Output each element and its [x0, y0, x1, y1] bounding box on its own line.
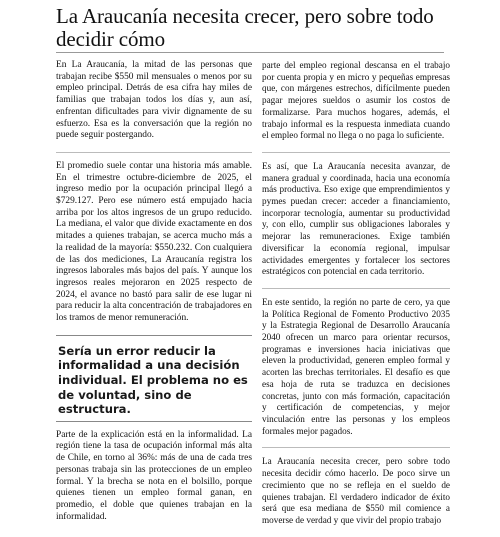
pullquote-top-rule	[56, 335, 252, 336]
paragraph-divider	[262, 288, 450, 289]
pullquote-bottom-rule	[56, 421, 252, 422]
article-headline: La Araucanía necesita crecer, pero sobre todo decidir cómo	[56, 4, 434, 51]
paragraph-divider	[56, 152, 252, 153]
paragraph-productive-economy: Es así, que La Araucanía necesita avanzar, de manera gradual y coordinada, hacia una economía más productiva. Eso exige que emprendimientos y pymes puedan crecer: acceder a financiamiento, incorporar tecnología, aumentar su productividad y, con ello, cumplir sus obligaciones laborales y mejorar las remuneraciones. Exige también diversificar la economía regional, impulsar actividades emergentes y fortalecer los sectores estratégicos con potencial en cada territorio.	[262, 160, 450, 277]
right-column	[262, 60, 450, 537]
paragraph-self-employment: parte del empleo regional descansa en el trabajo por cuenta propia y en micro y pequeñas empresas que, con márgenes estrechos, difícilmente pueden pagar mejores sueldos o asumir los costos de formalizarse. Para muchos hogares, además, el trabajo informal es la respuesta inmediata cuando el empleo formal no llega o no paga lo suficiente.	[262, 60, 450, 141]
paragraph-intro: En La Araucanía, la mitad de las personas que trabajan recibe $550 mil mensuales o menos por su empleo principal. Detrás de esa cifra hay miles de familias que trabajan todos los días y, aun así, enfrentan dificultades para vivir dignamente de su esfuerzo. Esa es la conversación que la región no puede seguir postergando.	[56, 60, 252, 141]
headline-divider	[56, 52, 444, 53]
paragraph-divider	[262, 447, 450, 448]
paragraph-divider	[262, 152, 450, 153]
paragraph-average-income: El promedio suele contar una historia más amable. En el trimestre octubre-diciembre de 2025, el ingreso medio por la ocupación principal llegó a $729.127. Pero ese número está empujado hacia arriba por los altos ingresos de un grupo reducido. La mediana, el valor que divide exactamente en dos mitades a quienes trabajan, se acerca mucho más a la realidad de la mayoría: $550.232. Con cualquiera de las dos mediciones, La Araucanía registra los ingresos laborales más bajos del país. Y aunque los ingresos reales mejoraron en 2025 respecto de 2024, el avance no bastó para salir de ese lugar ni para reducir la alta concentración de trabajadores en los tramos de menor remuneración.	[56, 160, 252, 324]
paragraph-informality: Parte de la explicación está en la informalidad. La región tiene la tasa de ocupación informal más alta de Chile, en torno al 36%: más de una de cada tres personas trabaja sin las protecciones de un empleo formal. Y la brecha se nota en el bolsillo, porque quienes tienen un empleo formal ganan, en promedio, el doble que quienes trabajan en la informalidad.	[56, 429, 252, 522]
left-column	[56, 60, 252, 533]
paragraph-regional-policy: En este sentido, la región no parte de cero, ya que la Política Regional de Fomento Productivo 2035 y la Estrategia Regional de Desarrollo Araucanía 2040 ofrecen un marco para orientar recursos, programas e inversiones hacia iniciativas que eleven la productividad, generen empleo formal y acorten las brechas territoriales. El desafío es que esa hoja de ruta se traduzca en decisiones concretas, junto con más formación, capacitación y certificación de competencias, y mejor vinculación entre las personas y los empleos formales mejor pagados.	[262, 296, 450, 436]
pullquote: Sería un error reducir la informalidad a una decisión individual. El problema no es de voluntad, sino de estructura.	[58, 343, 248, 417]
paragraph-conclusion: La Araucanía necesita crecer, pero sobre todo necesita decidir cómo hacerlo. De poco sirve un crecimiento que no se refleja en el sueldo de quienes trabajan. El verdadero indicador de éxito será que esa mediana de $550 mil comience a moverse de verdad y que vivir del propio trabajo	[262, 456, 450, 525]
